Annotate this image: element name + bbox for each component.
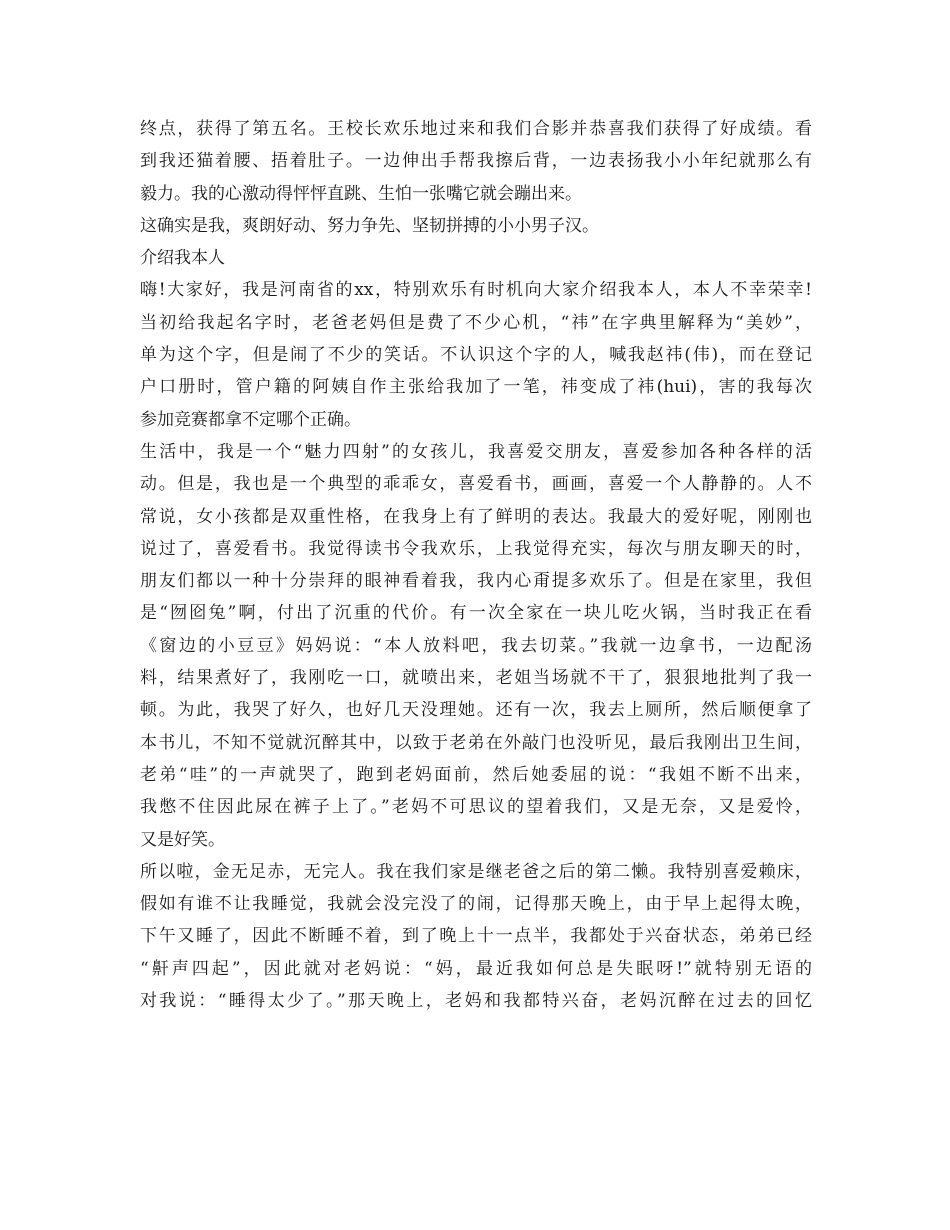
text-line: 老弟“哇”的一声就哭了，跑到老妈面前，然后她委屈的说：“我姐不断不出来， xyxy=(140,764,812,785)
text-line: 是“囫囵兔”啊，付出了沉重的代价。有一次全家在一块儿吃火锅，当时我正在看 xyxy=(140,603,812,624)
text-line: 到我还猫着腰、捂着肚子。一边伸出手帮我擦后背，一边表扬我小小年纪就那么有 xyxy=(140,151,812,172)
text-line: 对我说：“睡得太少了。”那天晚上，老妈和我都特兴奋，老妈沉醉在过去的回忆 xyxy=(140,991,812,1012)
text-line: 动。但是，我也是一个典型的乖乖女，喜爱看书，画画，喜爱一个人静静的。人不 xyxy=(140,474,812,495)
text-line: 假如有谁不让我睡觉，我就会没完没了的闹，记得那天晚上，由于早上起得太晚， xyxy=(140,894,812,915)
text-line: 毅力。我的心激动得怦怦直跳、生怕一张嘴它就会蹦出来。 xyxy=(140,183,582,204)
document-body xyxy=(140,113,812,1017)
text-line: “鼾声四起”，因此就对老妈说：“妈，最近我如何总是失眠呀!”就特别无语的 xyxy=(140,958,813,979)
text-line: 我憋不住因此尿在裤子上了。”老妈不可思议的望着我们，又是无奈，又是爱怜， xyxy=(140,797,812,818)
text-line: 又是好笑。 xyxy=(140,829,225,850)
text-line: 所以啦，金无足赤，无完人。我在我们家是继老爸之后的第二懒。我特别喜爱赖床， xyxy=(140,861,812,882)
text-line: 本书儿，不知不觉就沉醉其中，以致于老弟在外敲门也没听见，最后我刚出卫生间， xyxy=(140,732,812,753)
text-line: 朋友们都以一种十分崇拜的眼神看着我，我内心甭提多欢乐了。但是在家里，我但 xyxy=(140,571,812,592)
text-line: 参加竞赛都拿不定哪个正确。 xyxy=(140,409,361,430)
text-line: 常说，女小孩都是双重性格，在我身上有了鲜明的表达。我最大的爱好呢，刚刚也 xyxy=(140,506,812,527)
text-line: 生活中，我是一个“魅力四射”的女孩儿，我喜爱交朋友，喜爱参加各种各样的活 xyxy=(140,441,812,462)
text-line: 这确实是我，爽朗好动、努力争先、坚韧拼搏的小小男子汉。 xyxy=(140,215,599,236)
text-line: 当初给我起名字时，老爸老妈但是费了不少心机，“祎”在字典里解释为“美妙”， xyxy=(140,312,812,333)
text-line: 单为这个字，但是闹了不少的笑话。不认识这个字的人，喊我赵祎(伟)，而在登记 xyxy=(140,345,812,366)
text-line: 嗨!大家好，我是河南省的xx，特别欢乐有时机向大家介绍我本人，本人不幸荣幸! xyxy=(140,280,812,301)
text-line: 《窗边的小豆豆》妈妈说：“本人放料吧，我去切菜。”我就一边拿书，一边配汤 xyxy=(140,635,812,656)
text-line: 下午又睡了，因此不断睡不着，到了晚上十一点半，我都处于兴奋状态，弟弟已经 xyxy=(140,926,812,947)
text-line: 顿。为此，我哭了好久，也好几天没理她。还有一次，我去上厕所，然后顺便拿了 xyxy=(140,700,812,721)
text-line: 户口册时，管户籍的阿姨自作主张给我加了一笔，祎变成了袆(hui)，害的我每次 xyxy=(140,377,812,398)
text-line: 说过了，喜爱看书。我觉得读书令我欢乐，上我觉得充实，每次与朋友聊天的时， xyxy=(140,538,812,559)
section-heading: 介绍我本人 xyxy=(140,248,225,269)
text-line: 料，结果煮好了，我刚吃一口，就喷出来，老姐当场就不干了，狠狠地批判了我一 xyxy=(140,668,812,689)
text-line: 终点，获得了第五名。王校长欢乐地过来和我们合影并恭喜我们获得了好成绩。看 xyxy=(140,119,812,139)
